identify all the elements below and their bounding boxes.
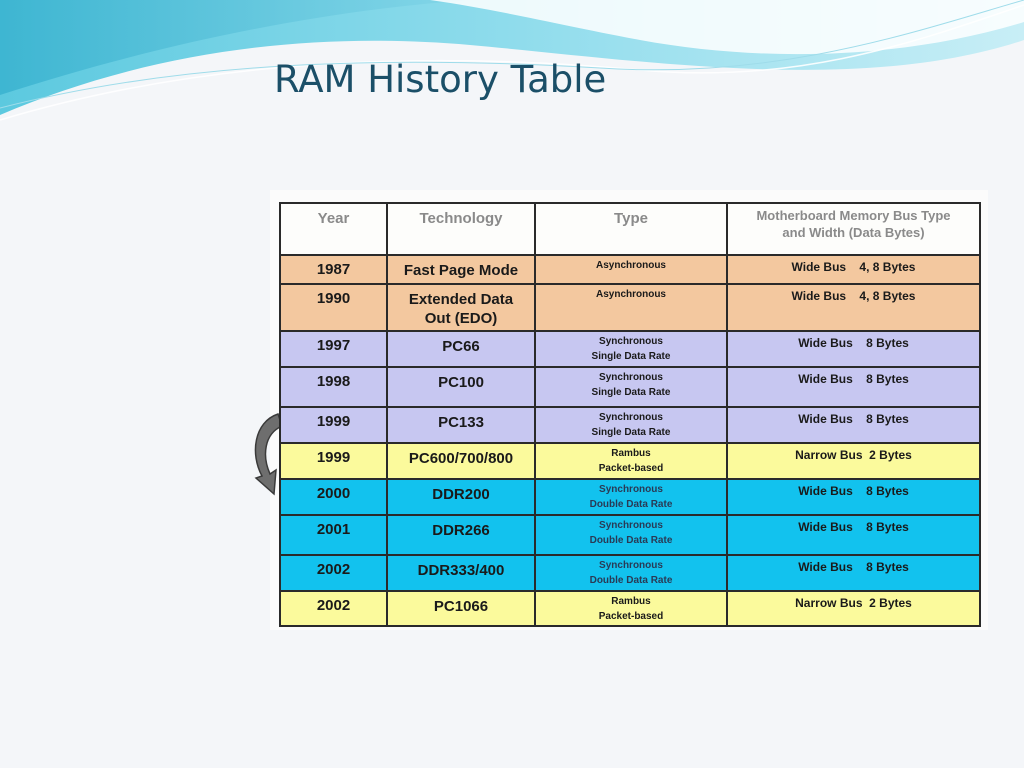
cell-type xyxy=(535,479,727,515)
cell-year: 2002 xyxy=(280,591,387,626)
cell-technology xyxy=(387,515,535,555)
table-row xyxy=(280,479,980,515)
cell-technology xyxy=(387,591,535,626)
ram-history-table xyxy=(279,202,981,627)
cell-year: 1997 xyxy=(280,331,387,367)
cell-year: 1999 xyxy=(280,443,387,479)
cell-year: 2002 xyxy=(280,555,387,591)
cell-bus: Wide Bus 8 Bytes xyxy=(727,331,980,367)
cell-bus: Wide Bus 4, 8 Bytes xyxy=(727,255,980,284)
cell-type xyxy=(535,443,727,479)
table-row xyxy=(280,331,980,367)
tech-line: PC1066 xyxy=(433,598,489,615)
cell-type xyxy=(535,407,727,443)
cell-year: 1987 xyxy=(280,255,387,284)
cell-bus: Narrow Bus 2 Bytes xyxy=(727,591,980,626)
type-line2: Double Data Rate xyxy=(589,575,673,586)
header-bus-line2: and Width (Data Bytes) xyxy=(782,225,925,240)
type-line1: Synchronous xyxy=(599,336,663,347)
type-line1: Synchronous xyxy=(599,484,663,495)
type-line1: Rambus xyxy=(611,596,651,607)
cell-year: 1990 xyxy=(280,284,387,331)
table-row xyxy=(280,515,980,555)
cell-year: 2000 xyxy=(280,479,387,515)
table-row xyxy=(280,255,980,284)
tech-line: PC600/700/800 xyxy=(408,450,514,467)
tech-line: DDR200 xyxy=(432,486,490,503)
cell-type xyxy=(535,367,727,407)
type-line2: Double Data Rate xyxy=(589,535,673,546)
type-line1: Rambus xyxy=(611,448,651,459)
cell-bus: Wide Bus 8 Bytes xyxy=(727,515,980,555)
cell-technology xyxy=(387,407,535,443)
cell-type xyxy=(535,591,727,626)
type-line1: Synchronous xyxy=(599,520,663,531)
header-technology: Technology xyxy=(387,203,535,255)
cell-type xyxy=(535,331,727,367)
cell-technology xyxy=(387,255,535,284)
type-line2: Single Data Rate xyxy=(591,427,671,438)
table-row xyxy=(280,555,980,591)
table-row xyxy=(280,367,980,407)
header-bus xyxy=(727,203,980,255)
cell-technology xyxy=(387,331,535,367)
header-type: Type xyxy=(535,203,727,255)
header-year: Year xyxy=(280,203,387,255)
header-bus-line1: Motherboard Memory Bus Type xyxy=(756,208,951,223)
cell-technology xyxy=(387,479,535,515)
tech-line: Fast Page Mode xyxy=(403,262,519,279)
type-line2: Single Data Rate xyxy=(591,387,671,398)
type-line1: Asynchronous xyxy=(595,289,666,300)
cell-type xyxy=(535,284,727,331)
type-line2: Packet-based xyxy=(598,463,664,474)
table-row xyxy=(280,284,980,331)
cell-year: 2001 xyxy=(280,515,387,555)
cell-bus: Narrow Bus 2 Bytes xyxy=(727,443,980,479)
tech-line2: Out (EDO) xyxy=(424,310,498,327)
tech-line: DDR333/400 xyxy=(417,562,505,579)
cell-type xyxy=(535,555,727,591)
tech-line: Extended Data xyxy=(408,291,514,308)
cell-bus: Wide Bus 8 Bytes xyxy=(727,367,980,407)
cell-bus: Wide Bus 8 Bytes xyxy=(727,407,980,443)
cell-year: 1999 xyxy=(280,407,387,443)
type-line2: Single Data Rate xyxy=(591,351,671,362)
table-row xyxy=(280,443,980,479)
type-line2: Packet-based xyxy=(598,611,664,622)
tech-line: PC100 xyxy=(438,374,484,391)
cell-technology xyxy=(387,555,535,591)
slide-title: RAM History Table xyxy=(274,58,607,101)
cell-technology xyxy=(387,443,535,479)
cell-bus: Wide Bus 8 Bytes xyxy=(727,479,980,515)
cell-technology xyxy=(387,367,535,407)
tech-line: PC66 xyxy=(442,338,480,355)
cell-bus: Wide Bus 4, 8 Bytes xyxy=(727,284,980,331)
cell-type xyxy=(535,515,727,555)
type-line2: Double Data Rate xyxy=(589,499,673,510)
cell-type xyxy=(535,255,727,284)
table-header-row xyxy=(280,203,980,255)
cell-technology xyxy=(387,284,535,331)
tech-line: DDR266 xyxy=(432,522,490,539)
cell-bus: Wide Bus 8 Bytes xyxy=(727,555,980,591)
type-line1: Synchronous xyxy=(599,412,663,423)
cell-year: 1998 xyxy=(280,367,387,407)
table-row xyxy=(280,591,980,626)
table-row xyxy=(280,407,980,443)
type-line1: Synchronous xyxy=(599,560,663,571)
tech-line: PC133 xyxy=(438,414,484,431)
type-line1: Asynchronous xyxy=(595,260,666,271)
type-line1: Synchronous xyxy=(599,372,663,383)
